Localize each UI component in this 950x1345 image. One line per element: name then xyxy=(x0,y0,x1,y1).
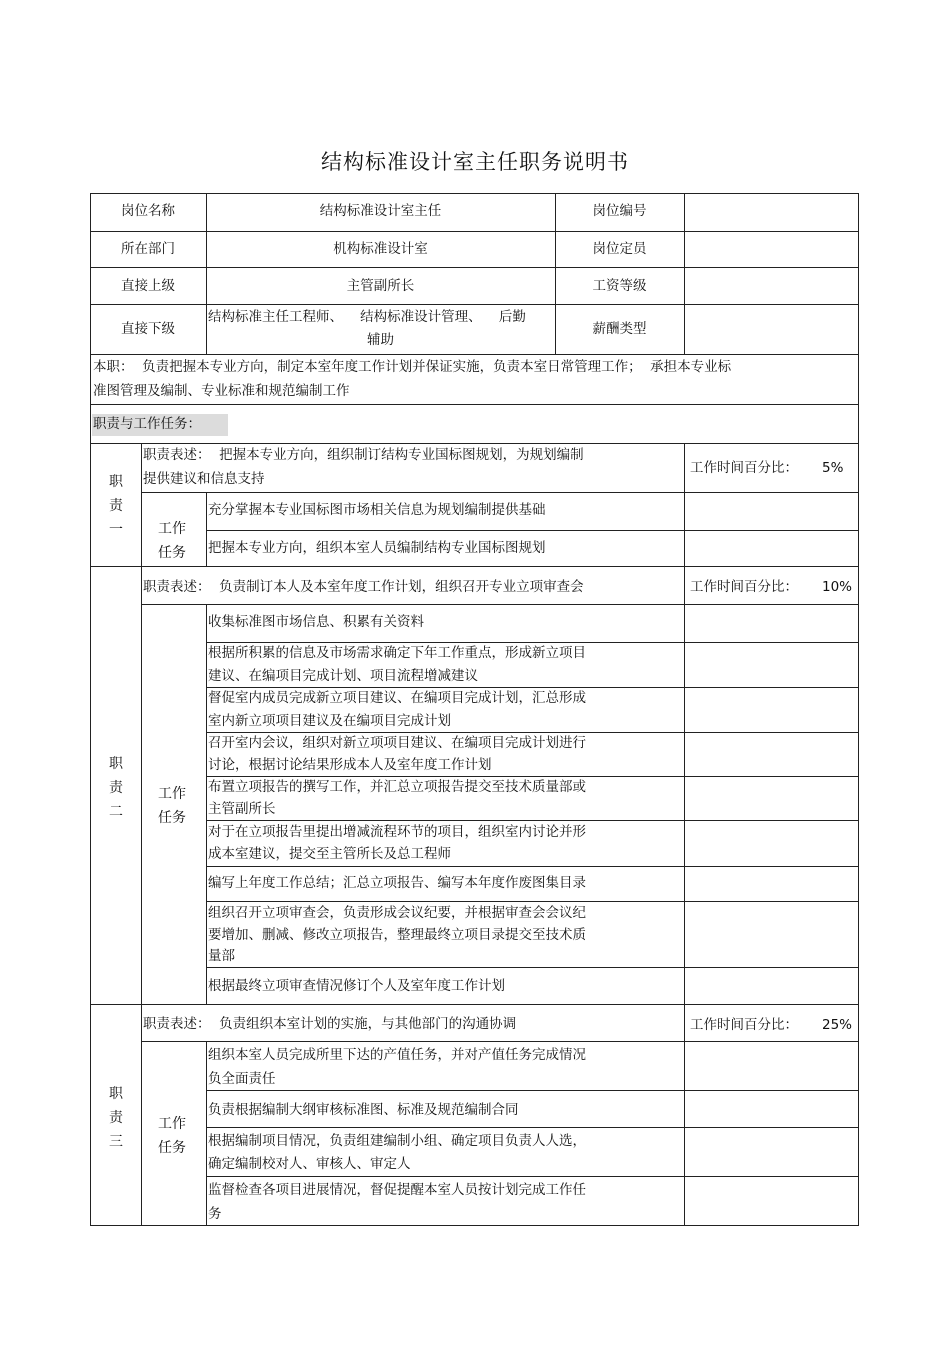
row-divider xyxy=(206,967,859,968)
duty-1-task-label-line: 工作 xyxy=(158,521,186,537)
duty-2-task-cont: 讨论，根据讨论结果形成本人及室年度工作计划 xyxy=(208,757,492,773)
duty-2-task-label-line: 工作 xyxy=(158,786,186,802)
duty-2-task-cont: 室内新立项项目建议及在编项目完成计划 xyxy=(208,713,451,729)
duty-2-label-char: 责 xyxy=(109,780,123,796)
duties-header: 职责与工作任务： xyxy=(93,416,201,432)
duty-3-desc: 职责表述： 负责组织本室计划的实施，与其他部门的沟通协调 xyxy=(143,1016,517,1032)
duty-2-label-char: 二 xyxy=(109,804,123,820)
duty-2-task-cont: 量部 xyxy=(208,948,235,964)
duty-3-task-label-line: 任务 xyxy=(158,1140,186,1156)
row-divider xyxy=(206,866,859,867)
duty-2-task: 布置立项报告的撰写工作，并汇总立项报告提交至技术质量部或 xyxy=(208,779,586,795)
duty-divider xyxy=(90,566,859,567)
table-bottom xyxy=(90,1225,859,1226)
duty-1-desc: 职责表述： 把握本专业方向，组织制订结构专业国标图规划，为规划编制 xyxy=(143,447,584,463)
duty-3-label-char: 三 xyxy=(109,1134,123,1150)
duty-1-time-label: 工作时间百分比： xyxy=(690,460,798,476)
duty-1-label-char: 责 xyxy=(109,498,123,514)
duty-2-task: 召开室内会议，组织对新立项项目建议、在编项目完成计划进行 xyxy=(208,735,586,751)
page-title: 结构标准设计室主任职务说明书 xyxy=(321,150,629,174)
duty-1-task-label-line: 任务 xyxy=(158,545,186,561)
subordinate-value: 结构标准主任工程师、 结构标准设计管理、 后勤 xyxy=(208,309,526,325)
duty-2-label-char: 职 xyxy=(109,756,123,772)
col-divider xyxy=(206,1041,207,1226)
duty-3-label-char: 责 xyxy=(109,1110,123,1126)
duty-2-task-cont: 主管副所长 xyxy=(208,801,276,817)
duty-2-task: 根据所积累的信息及市场需求确定下年工作重点，形成新立项目 xyxy=(208,645,586,661)
duty-3-task-label-line: 工作 xyxy=(158,1116,186,1132)
superior-value: 主管副所长 xyxy=(346,278,415,294)
duty-3-task: 负责根据编制大纲审核标准图、标准及规范编制合同 xyxy=(208,1102,519,1118)
duty-3-label-char: 职 xyxy=(109,1086,123,1102)
duty-3-task-cont: 确定编制校对人、审核人、审定人 xyxy=(208,1156,411,1172)
post-no-label: 岗位编号 xyxy=(592,203,647,219)
duty-2-desc: 职责表述： 负责制订本人及本室年度工作计划，组织召开专业立项审查会 xyxy=(143,579,584,595)
pay-type-label: 薪酬类型 xyxy=(592,321,647,337)
duty-3-time-value: 25% xyxy=(822,1017,853,1033)
duty-3-task-label xyxy=(147,1112,197,1160)
duty-1-time-value: 5% xyxy=(822,460,844,476)
duty-1-desc-cont: 提供建议和信息支持 xyxy=(143,471,265,487)
duty-1-task: 把握本专业方向，组织本室人员编制结构专业国标图规划 xyxy=(208,540,546,556)
duty-2-task: 编写上年度工作总结；汇总立项报告、编写本年度作废图集目录 xyxy=(208,875,586,891)
duty-divider xyxy=(90,1004,859,1005)
row-divider xyxy=(206,1127,859,1128)
duty-3-task-cont: 负全面责任 xyxy=(208,1071,276,1087)
row-divider xyxy=(141,604,859,605)
grade-label: 工资等级 xyxy=(592,278,647,294)
duty-3-task: 根据编制项目情况，负责组建编制小组、确定项目负责人人选， xyxy=(208,1133,586,1149)
duty-2-task: 组织召开立项审查会，负责形成会议纪要，并根据审查会会议纪 xyxy=(208,905,586,921)
duty-2-time-value: 10% xyxy=(822,579,853,595)
col-divider xyxy=(684,193,685,355)
duty-2-label xyxy=(91,752,141,824)
duty-2-task-cont: 要增加、删减、修改立项报告，整理最终立项目录提交至技术质 xyxy=(208,927,586,943)
row-divider xyxy=(141,492,859,493)
col-divider xyxy=(206,604,207,1005)
duty-1-label-char: 一 xyxy=(109,522,123,538)
main-duty-text-cont: 准图管理及编制、专业标准和规范编制工作 xyxy=(93,383,350,399)
duty-2-task-label-line: 任务 xyxy=(158,810,186,826)
duty-2-task: 收集标准图市场信息、积累有关资料 xyxy=(208,614,424,630)
superior-label: 直接上级 xyxy=(121,278,175,294)
duty-3-label xyxy=(91,1082,141,1154)
duty-1-label-char: 职 xyxy=(109,474,123,490)
post-name-value: 结构标准设计室主任 xyxy=(319,203,442,219)
quota-label: 岗位定员 xyxy=(592,241,647,257)
duty-2-task-label xyxy=(147,782,197,830)
main-duty-text: 本职： 负责把握本专业方向，制定本室年度工作计划并保证实施，负责本室日常管理工作； 承担本专业标 xyxy=(93,359,732,375)
dept-value: 机构标准设计室 xyxy=(333,241,428,257)
duty-3-time-label: 工作时间百分比： xyxy=(690,1017,798,1033)
duty-3-task: 监督检查各项目进展情况，督促提醒本室人员按计划完成工作任 xyxy=(208,1182,586,1198)
col-divider xyxy=(684,443,685,1226)
row-divider xyxy=(206,1176,859,1177)
subordinate-label: 直接下级 xyxy=(121,321,175,337)
row-divider xyxy=(206,530,859,531)
duty-1-task-label xyxy=(147,517,197,565)
duty-2-task-cont: 建议、在编项目完成计划、项目流程增减建议 xyxy=(208,668,478,684)
duty-1-label xyxy=(91,470,141,542)
duty-2-task-cont: 成本室建议，提交至主管所长及总工程师 xyxy=(208,846,451,862)
duty-1-task: 充分掌握本专业国标图市场相关信息为规划编制提供基础 xyxy=(208,502,546,518)
duty-2-task: 对于在立项报告里提出增减流程环节的项目，组织室内讨论并形 xyxy=(208,824,586,840)
duty-2-task: 根据最终立项审查情况修订个人及室年度工作计划 xyxy=(208,978,505,994)
duty-3-task: 组织本室人员完成所里下达的产值任务，并对产值任务完成情况 xyxy=(208,1047,586,1063)
duty-2-time-label: 工作时间百分比： xyxy=(690,579,798,595)
duty-2-task: 督促室内成员完成新立项目建议、在编项目完成计划，汇总形成 xyxy=(208,690,586,706)
subordinate-value-cont: 辅助 xyxy=(367,332,394,348)
col-divider xyxy=(141,443,142,1226)
row-divider xyxy=(206,1090,859,1091)
post-name-label: 岗位名称 xyxy=(121,203,175,219)
duty-3-task-cont: 务 xyxy=(208,1206,222,1222)
row-divider xyxy=(141,1041,859,1042)
dept-label: 所在部门 xyxy=(121,241,175,257)
